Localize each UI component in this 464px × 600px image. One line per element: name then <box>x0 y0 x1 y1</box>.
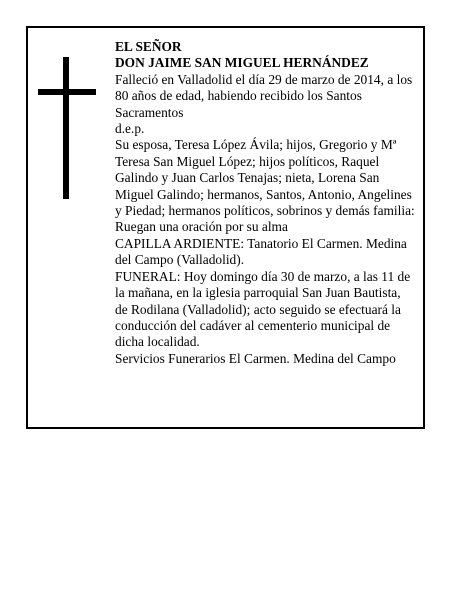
dep-line: d.e.p. <box>115 121 145 137</box>
prayer-request: Ruegan una oración por su alma <box>115 219 288 235</box>
funeral-services: Servicios Funerarios El Carmen. Medina del Campo <box>115 350 396 366</box>
death-statement: Falleció en Valladolid el día 29 de marzo de 2014, a los 80 años de edad, habiendo recibido los Santos Sacramentos <box>115 71 413 120</box>
family-list: Su esposa, Teresa López Ávila; hijos, Gregorio y Mª Teresa San Miguel López; hijos políticos, Raquel Galindo y Juan Carlos Tenajas; nieta, Lorena San Miguel Galindo; hermanos, Santos, Antonio, Angelines y Piedad; hermanos políticos, sobrinos y demás familia: <box>115 137 415 219</box>
cross-vertical-bar <box>63 57 69 199</box>
deceased-name: DON JAIME SAN MIGUEL HERNÁNDEZ <box>115 55 369 71</box>
funeral-info: FUNERAL: Hoy domingo día 30 de marzo, a las 11 de la mañana, en la iglesia parroquial San Juan Bautista, de Rodilana (Valladolid); acto seguido se efectuará la conducción del cadáver al cementerio municipal de dicha localidad. <box>115 268 411 350</box>
chapel-info: CAPILLA ARDIENTE: Tanatorio El Carmen. Medina del Campo (Valladolid). <box>115 235 407 268</box>
cross-horizontal-bar <box>38 89 96 95</box>
obituary-text <box>115 39 415 367</box>
obituary-title: EL SEÑOR <box>115 39 182 54</box>
cross-icon <box>38 57 96 199</box>
obituary-notice <box>26 26 425 429</box>
